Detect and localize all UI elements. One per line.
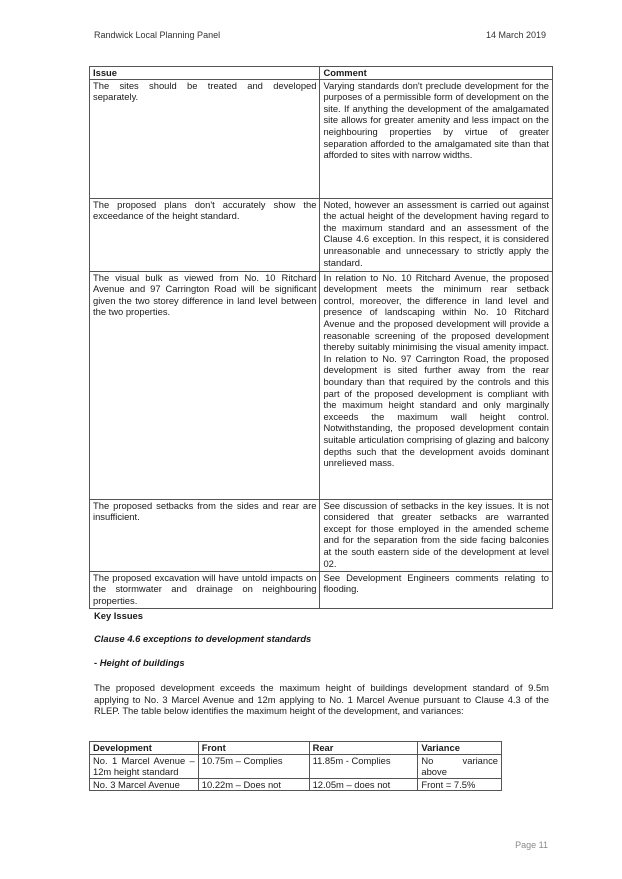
- variance-cell: No variance above: [418, 754, 502, 778]
- clause-heading: Clause 4.6 exceptions to development standards: [94, 633, 312, 644]
- issue-cell: The proposed setbacks from the sides and rear are insufficient.: [90, 499, 320, 571]
- variance-table: [89, 741, 502, 791]
- issue-cell: The proposed excavation will have untold impacts on the stormwater and drainage on neighbouring properties.: [90, 571, 320, 608]
- comment-cell: Noted, however an assessment is carried out against the actual height of the development having regard to the maximum standard and an assessment of the Clause 4.6 exception. In this respect, it is considered unreasonable and unnecessary to strictly apply the standard.: [320, 198, 553, 271]
- header-left: Randwick Local Planning Panel: [94, 30, 221, 40]
- header-date: 14 March 2019: [485, 30, 546, 40]
- table-row: [90, 499, 553, 571]
- page-number: Page 11: [515, 840, 548, 850]
- table-header-row: [90, 742, 502, 755]
- header-rear: Rear: [309, 742, 418, 755]
- table-row: [90, 571, 553, 608]
- front-cell: 10.75m – Complies: [198, 754, 309, 778]
- header-variance: Variance: [418, 742, 502, 755]
- table-row: [90, 198, 553, 271]
- comment-cell: In relation to No. 10 Ritchard Avenue, the proposed development meets the minimum rear setback control, moreover, the difference in land level and presence of landscaping within No. 10 Ritchard Avenue and the proposed development will provide a reasonable screening of the proposed development thereby suitably minimising the visual amenity impact. In relation to No. 97 Carrington Road, the proposed development is sited further away from the rear boundary than that required by the controls and this part of the proposed development is compliant with the maximum height standard and only marginally exceeds the maximum wall height control. Notwithstanding, the proposed development contain suitable articulation comprising of glazing and balcony depths such that the development avoids dominant unrelieved mass.: [320, 271, 553, 499]
- issue-cell: The proposed plans don't accurately show the exceedance of the height standard.: [90, 198, 320, 271]
- rear-cell: 12.05m – does not: [309, 778, 418, 791]
- issue-cell: The sites should be treated and developed separately.: [90, 79, 320, 198]
- issues-table: [89, 66, 553, 609]
- development-cell: No. 3 Marcel Avenue: [90, 778, 199, 791]
- key-issues-heading: Key Issues: [94, 610, 143, 621]
- development-cell: No. 1 Marcel Avenue – 12m height standard: [90, 754, 199, 778]
- table-row: [90, 754, 502, 778]
- variance-cell: Front = 7.5%: [418, 778, 502, 791]
- comment-cell: Varying standards don't preclude development for the purposes of a permissible form of development on the site. If anything the development of the amalgamated site allows for greater amenity and less impact on the neighbouring properties by virtue of greater separation afforded to the amalgamated site than that afforded to sites with narrow widths.: [320, 79, 553, 198]
- issue-cell: The visual bulk as viewed from No. 10 Ritchard Avenue and 97 Carrington Road will be significant given the two storey difference in land level between the two properties.: [90, 271, 320, 499]
- header-development: Development: [90, 742, 199, 755]
- header-issue: Issue: [90, 67, 320, 80]
- table-header-row: [90, 67, 553, 80]
- table-row: [90, 778, 502, 791]
- rear-cell: 11.85m - Complies: [309, 754, 418, 778]
- body-paragraph: The proposed development exceeds the maximum height of buildings development standard of 9.5m applying to No. 3 Marcel Avenue and 12m applying to No. 1 Marcel Avenue pursuant to Clause 4.3 of the RLEP. The table below identifies the maximum height of the development, and variances:: [94, 682, 549, 717]
- table-row: [90, 271, 553, 499]
- sub-heading: - Height of buildings: [94, 657, 185, 668]
- comment-cell: See discussion of setbacks in the key issues. It is not considered that greater setbacks are warranted except for those employed in the amended scheme and for the separation from the side facing balconies at the south eastern side of the development at level 02.: [320, 499, 553, 571]
- header-front: Front: [198, 742, 309, 755]
- comment-cell: See Development Engineers comments relating to flooding.: [320, 571, 553, 608]
- front-cell: 10.22m – Does not: [198, 778, 309, 791]
- header-comment: Comment: [320, 67, 553, 80]
- table-row: [90, 79, 553, 198]
